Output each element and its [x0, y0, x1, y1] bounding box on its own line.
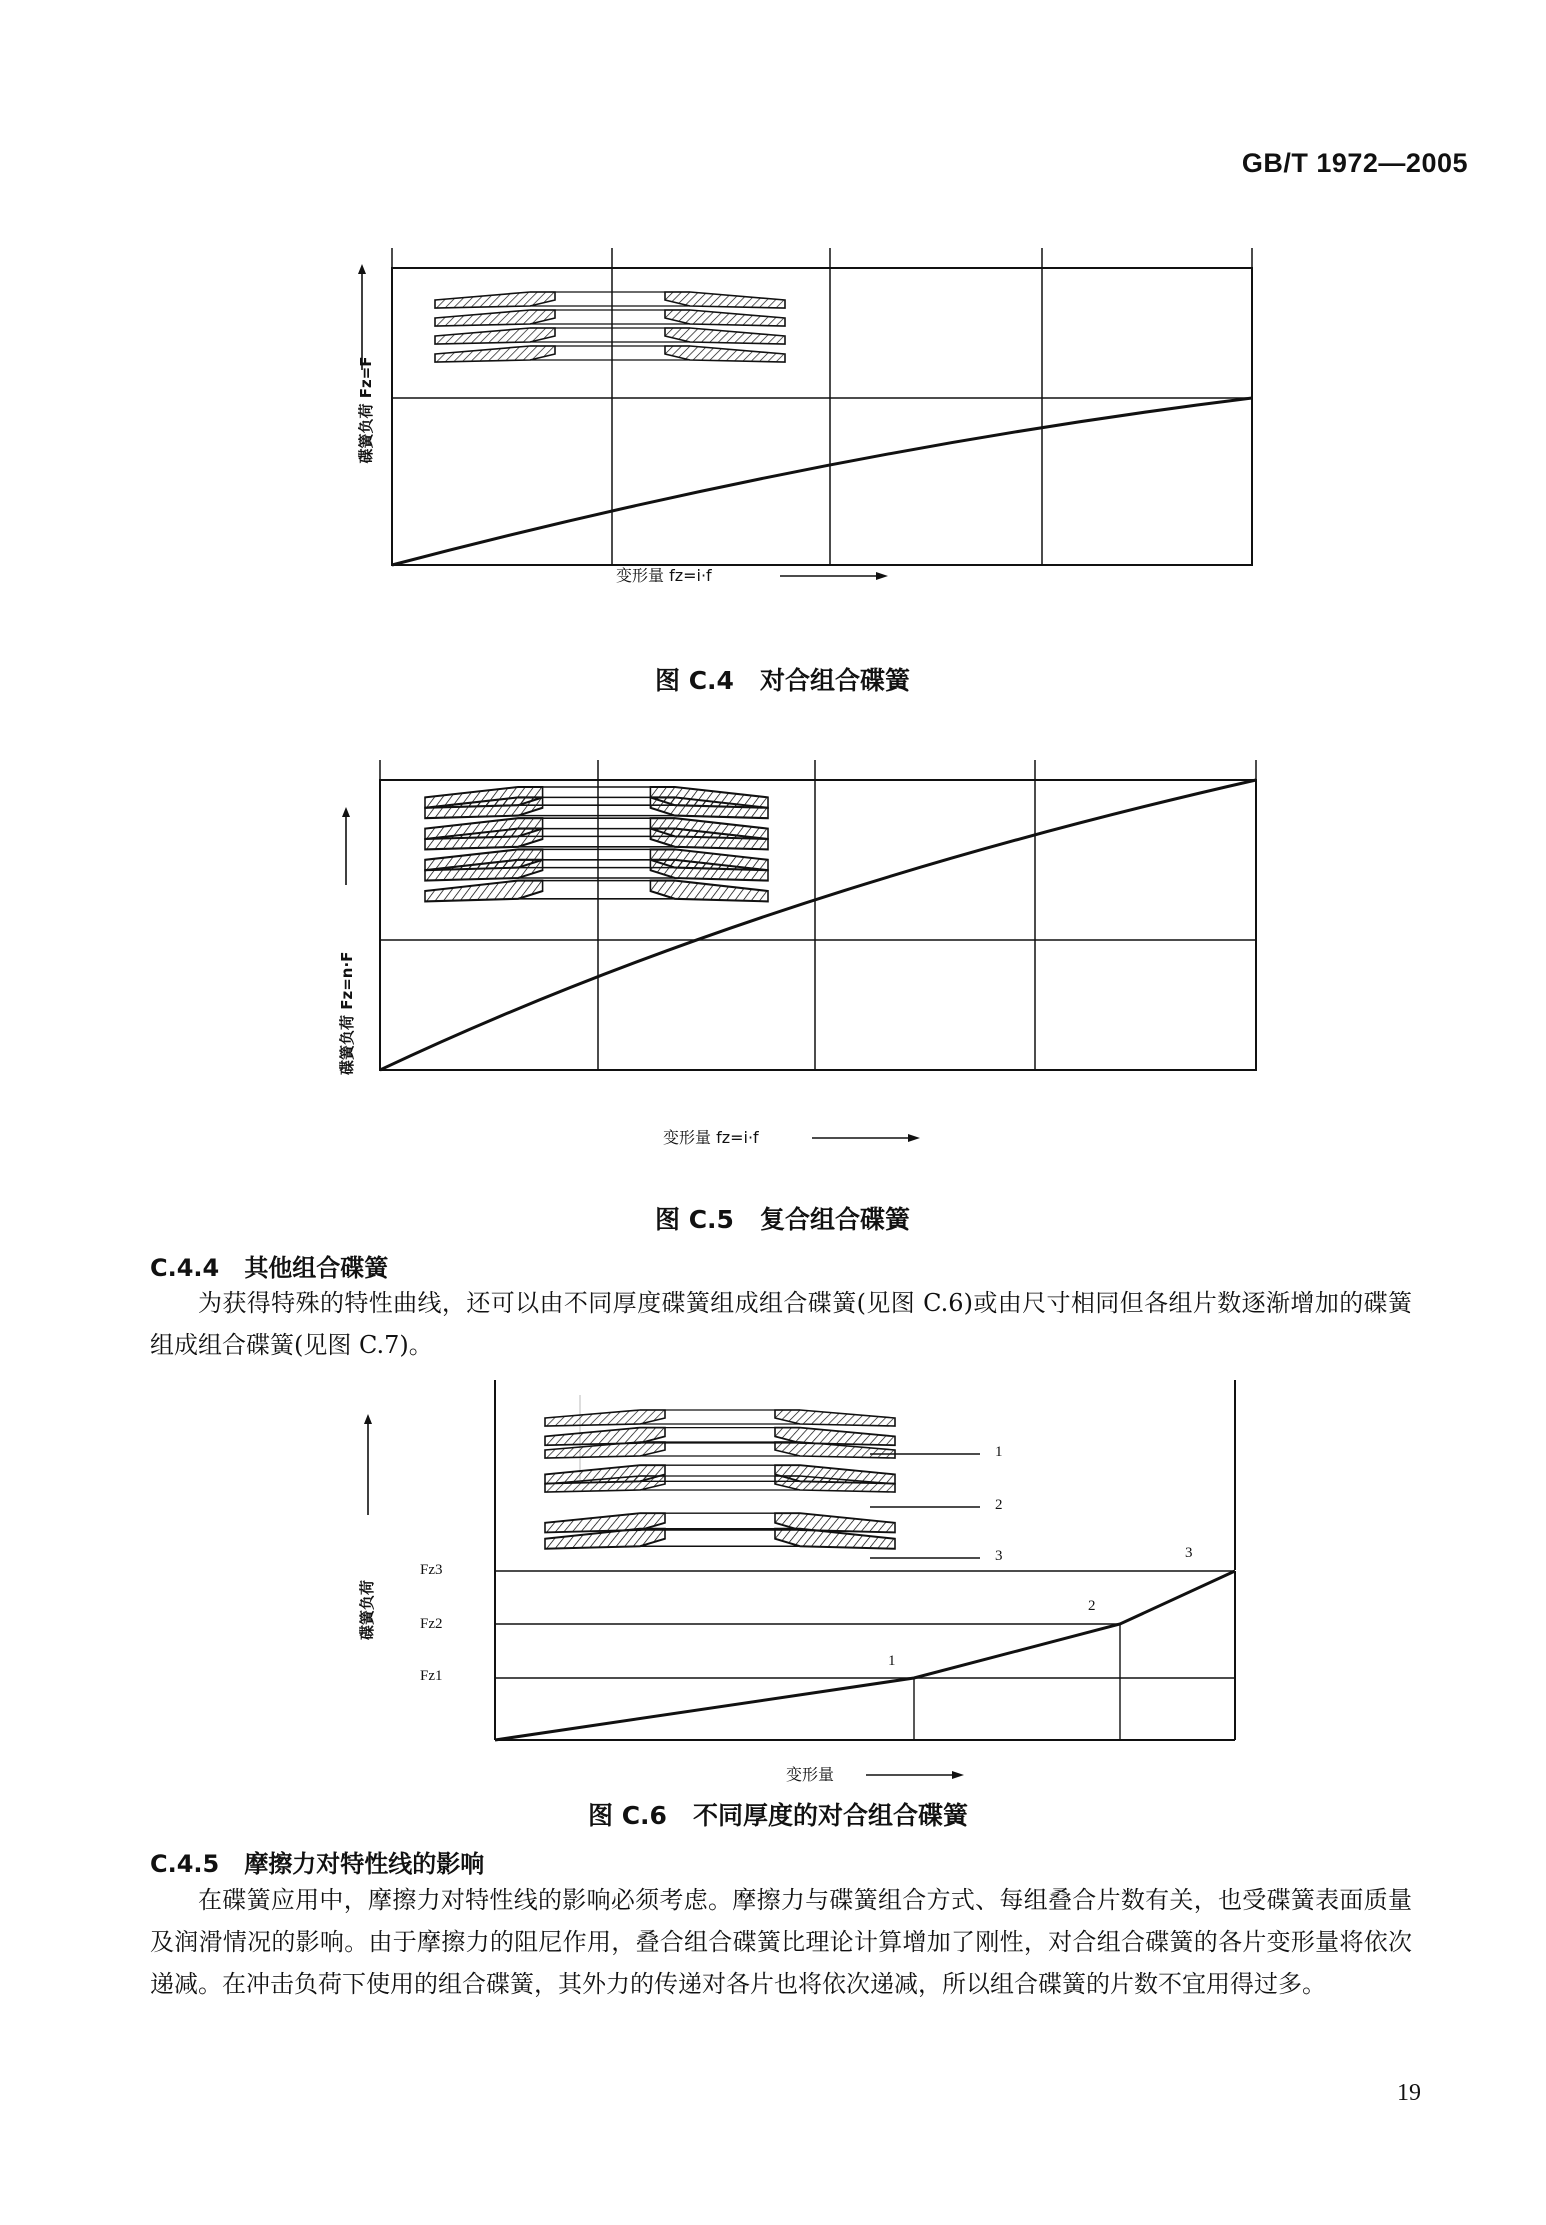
x-axis-arrow: [780, 566, 900, 586]
page-number: 19: [1397, 2080, 1421, 2106]
figure-caption: 图 C.5 复合组合碟簧: [655, 1205, 911, 1234]
x-axis-label: 变形量 fz=i·f: [616, 566, 712, 585]
figure-caption: 图 C.4 对合组合碟簧: [655, 666, 911, 695]
callout-3: 3: [995, 1548, 1003, 1564]
x-axis-label: 变形量 fz=i·f: [663, 1128, 759, 1147]
callout-2: 2: [995, 1497, 1003, 1513]
section-heading: C.4.4 其他组合碟簧: [150, 1254, 389, 1282]
curve-point-2: 2: [1088, 1598, 1096, 1614]
figure-c5: [330, 745, 1290, 1115]
figure-c4: [330, 240, 1290, 600]
curve-point-1: 1: [888, 1653, 896, 1669]
figure-caption: 图 C.6 不同厚度的对合组合碟簧: [588, 1801, 969, 1830]
x-axis-arrow: [866, 1765, 976, 1785]
spring-stack-illustration: [435, 292, 785, 362]
section-paragraph: 在碟簧应用中，摩擦力对特性线的影响必须考虑。摩擦力与碟簧组合方式、每组叠合片数有关，也受碟簧表面质量及润滑情况的影响。由于摩擦力的阻尼作用，叠合组合碟簧比理论计算增加了刚性，对合组合碟簧的各片变形量将依次递减。在冲击负荷下使用的组合碟簧，其外力的传递对各片也将依次递减，所以组合碟簧的片数不宜用得过多。: [150, 1886, 1412, 1998]
y-axis-label: 碟簧负荷 Fz=F: [357, 356, 375, 464]
characteristic-curve: [392, 398, 1252, 565]
spring-stack-illustration: [425, 787, 768, 901]
characteristic-curve: [495, 1571, 1235, 1740]
x-axis-arrow: [812, 1128, 932, 1148]
standard-number: GB/T 1972—2005: [1241, 148, 1468, 178]
spring-stack-illustration: [545, 1410, 895, 1549]
load-level-fz1: Fz1: [420, 1668, 443, 1684]
section-paragraph: 为获得特殊的特性曲线，还可以由不同厚度碟簧组成组合碟簧(见图 C.6)或由尺寸相同但各组片数逐渐增加的碟簧组成组合碟簧(见图 C.7)。: [150, 1289, 1412, 1359]
y-axis-label: 碟簧负荷 Fz=n·F: [338, 951, 356, 1075]
x-axis-label: 变形量: [786, 1765, 835, 1784]
curve-point-3: 3: [1185, 1545, 1193, 1561]
section-heading: C.4.5 摩擦力对特性线的影响: [150, 1850, 485, 1878]
figure-c6: [330, 1380, 1290, 1760]
y-axis-label: 碟簧负荷: [358, 1579, 376, 1640]
callout-1: 1: [995, 1444, 1003, 1460]
load-level-fz2: Fz2: [420, 1616, 443, 1632]
load-level-fz3: Fz3: [420, 1562, 443, 1578]
